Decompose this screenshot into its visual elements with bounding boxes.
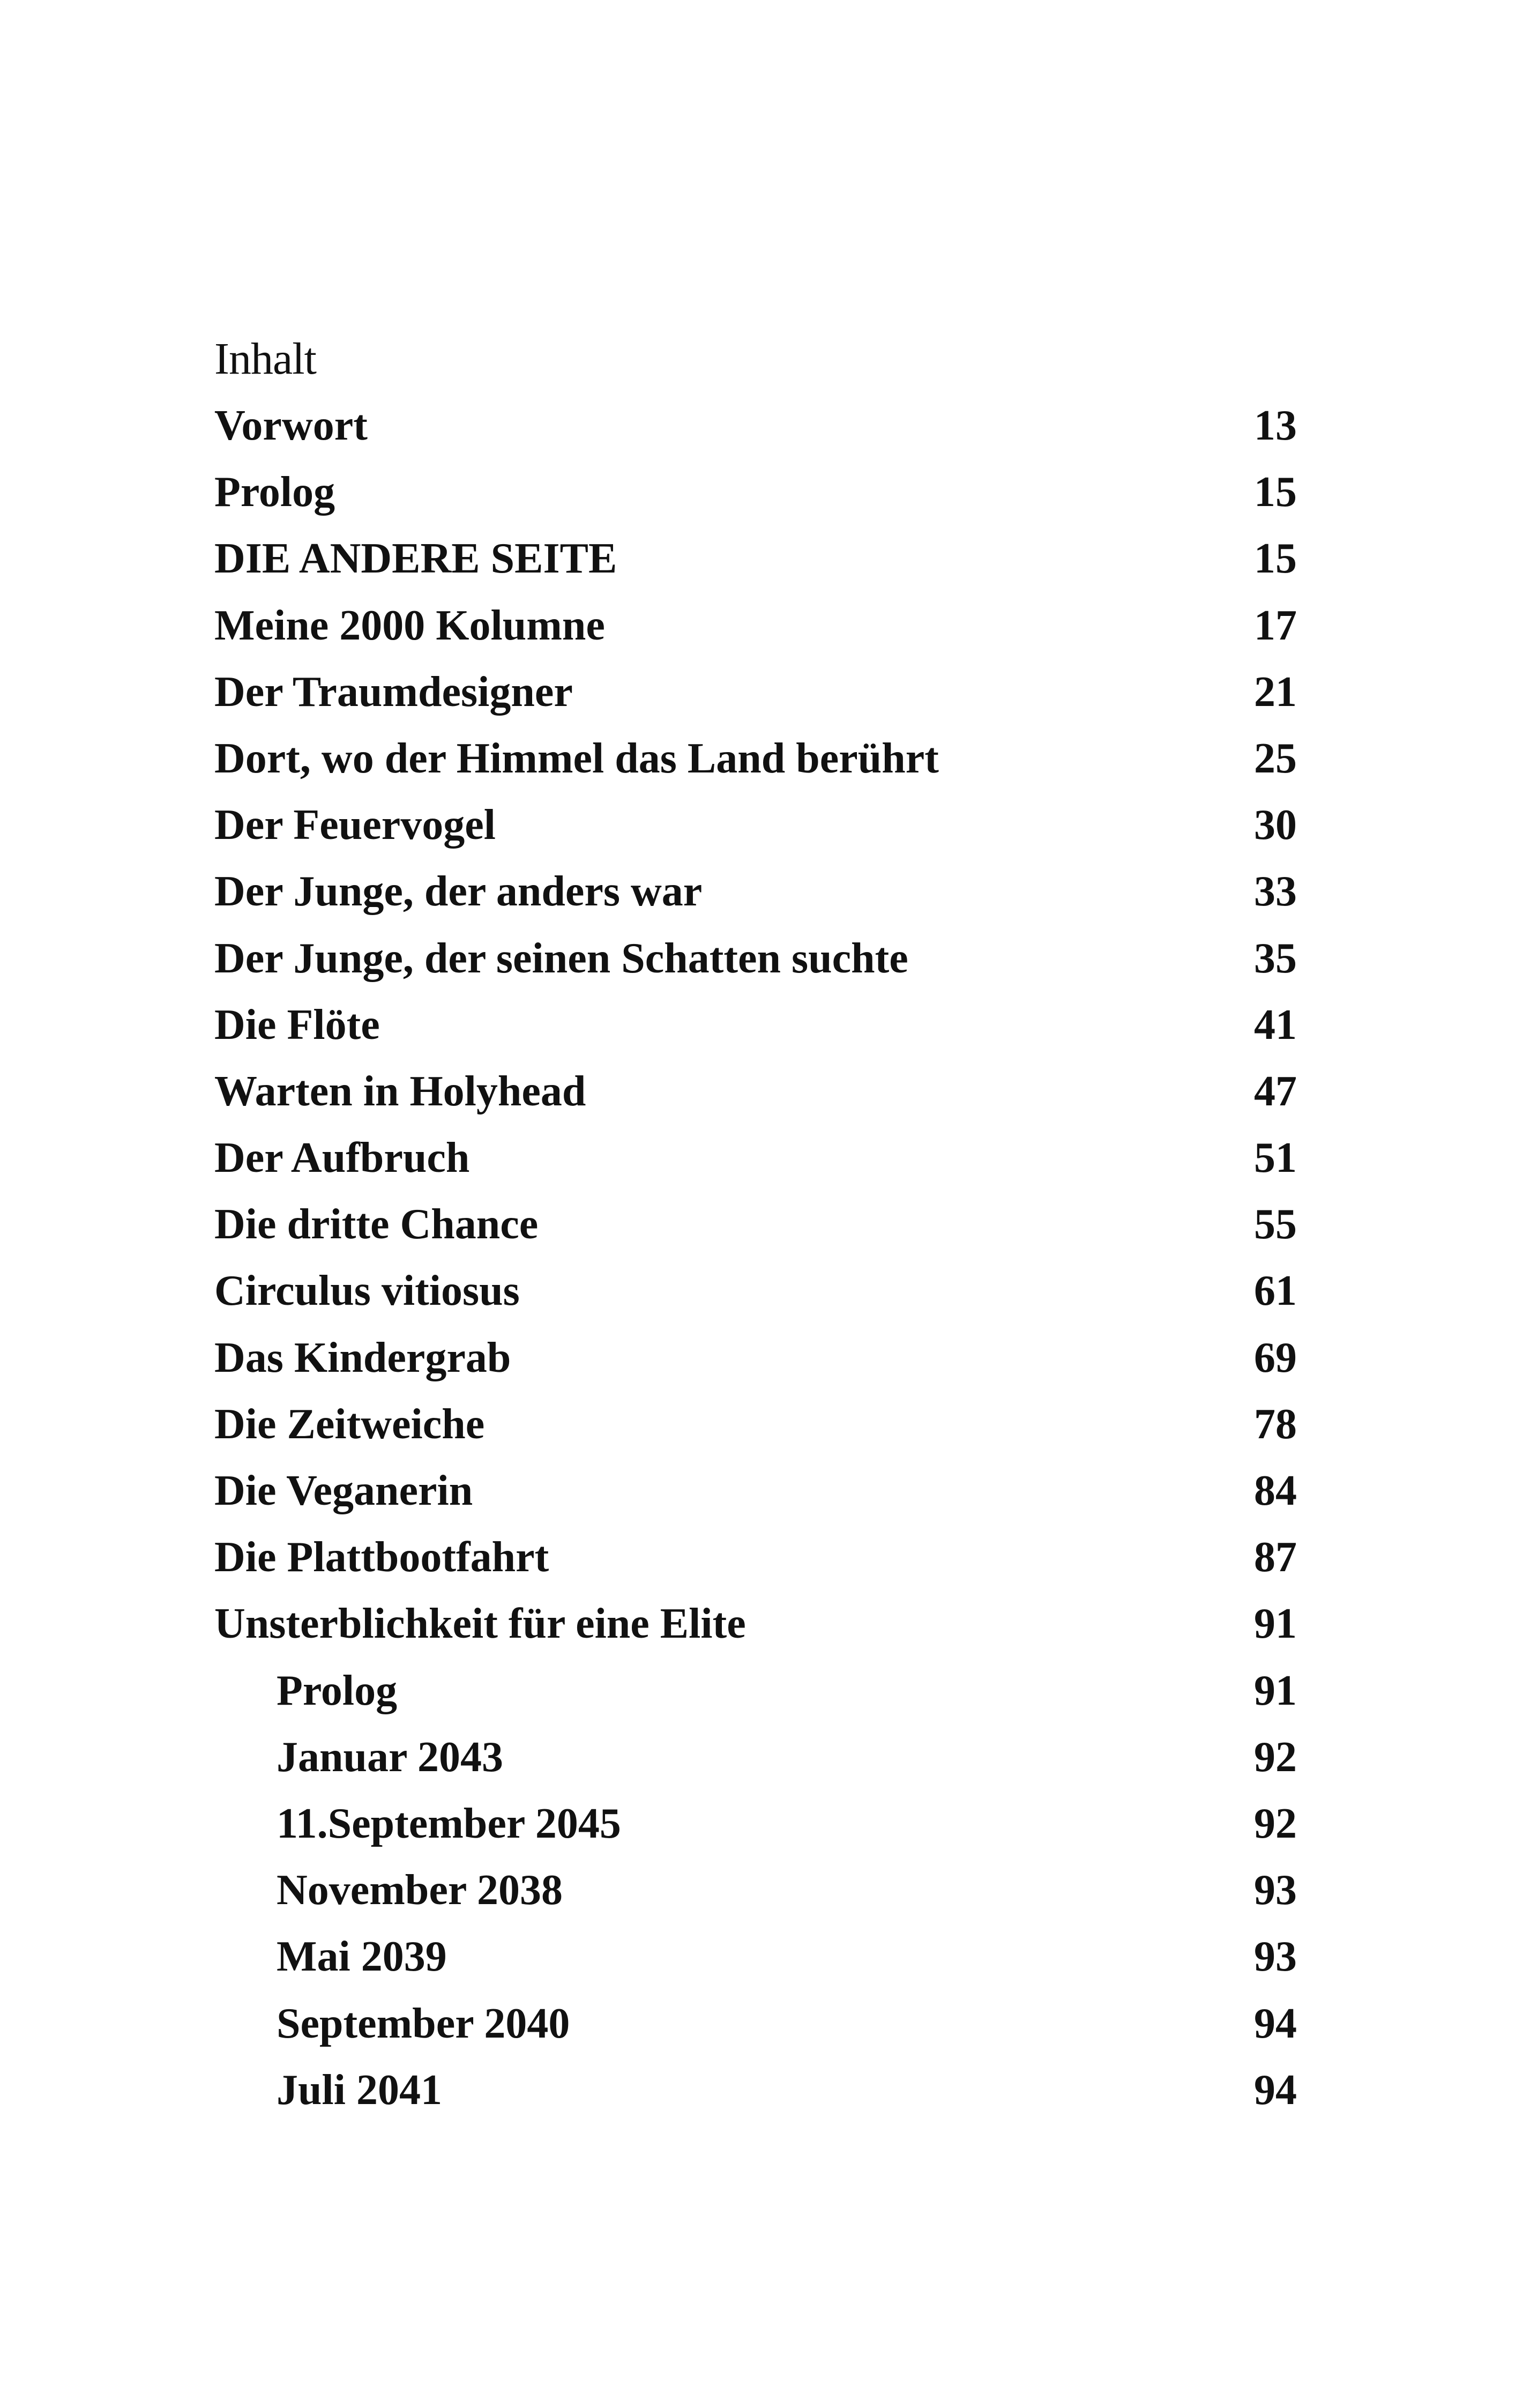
toc-entry-meine-2000-kolumne[interactable]: [214, 592, 1297, 659]
toc-entry-label: Januar 2043: [277, 1733, 504, 1781]
toc-entry-label: Dort, wo der Himmel das Land berührt: [214, 734, 939, 782]
toc-entry-page-number: 15: [1254, 469, 1297, 516]
toc-entry-label: Das Kindergrab: [214, 1334, 511, 1381]
toc-entry-page-number: 93: [1254, 1933, 1297, 1981]
toc-entry-die-plattbootfahrt[interactable]: [214, 1524, 1297, 1591]
toc-subentry-september-2045[interactable]: [214, 1790, 1297, 1857]
toc-entry-page-number: 94: [1254, 2066, 1297, 2114]
toc-entry-label: November 2038: [277, 1867, 563, 1914]
toc-subentry-juli-2041[interactable]: [214, 2057, 1297, 2123]
toc-entry-page-number: 33: [1254, 868, 1297, 916]
toc-entry-label: Der Junge, der seinen Schatten suchte: [214, 934, 908, 982]
table-of-contents: [214, 326, 1297, 2123]
toc-entry-page-number: 21: [1254, 668, 1297, 716]
toc-entry-label: Die Zeitweiche: [214, 1400, 485, 1448]
toc-entry-page-number: 30: [1254, 801, 1297, 849]
toc-entry-label: Die Plattbootfahrt: [214, 1534, 549, 1581]
toc-subentry-november-2038[interactable]: [214, 1857, 1297, 1923]
toc-entry-page-number: 91: [1254, 1600, 1297, 1648]
toc-entry-label: Circulus vitiosus: [214, 1267, 520, 1315]
toc-entry-page-number: 94: [1254, 2000, 1297, 2047]
toc-subentry-mai-2039[interactable]: [214, 1923, 1297, 1990]
toc-entry-page-number: 55: [1254, 1201, 1297, 1248]
toc-entry-label: Juli 2041: [277, 2066, 442, 2114]
toc-entry-page-number: 47: [1254, 1067, 1297, 1115]
toc-subentry-september-2040[interactable]: [214, 1990, 1297, 2057]
toc-entry-page-number: 93: [1254, 1867, 1297, 1914]
toc-subentry-januar-2043[interactable]: [214, 1724, 1297, 1790]
toc-entry-page-number: 84: [1254, 1467, 1297, 1514]
toc-entry-label: Unsterblichkeit für eine Elite: [214, 1600, 746, 1648]
toc-entry-page-number: 92: [1254, 1733, 1297, 1781]
toc-entry-page-number: 35: [1254, 934, 1297, 982]
toc-entry-warten-in-holyhead[interactable]: [214, 1058, 1297, 1125]
toc-entry-die-veganerin[interactable]: [214, 1458, 1297, 1524]
toc-entry-page-number: 87: [1254, 1534, 1297, 1581]
toc-entry-label: Prolog: [214, 469, 335, 516]
toc-entry-page-number: 91: [1254, 1667, 1297, 1714]
toc-entry-die-zeitweiche[interactable]: [214, 1391, 1297, 1458]
toc-entry-label: Die Flöte: [214, 1001, 380, 1049]
toc-entry-der-traumdesigner[interactable]: [214, 659, 1297, 725]
toc-entry-label: Der Traumdesigner: [214, 668, 573, 716]
toc-entry-page-number: 17: [1254, 601, 1297, 649]
toc-entry-die-andere-seite[interactable]: [214, 525, 1297, 592]
toc-entry-page-number: 13: [1254, 402, 1297, 449]
toc-entry-label: Warten in Holyhead: [214, 1067, 586, 1115]
toc-entry-vorwort[interactable]: [214, 392, 1297, 459]
toc-entry-label: Mai 2039: [277, 1933, 447, 1981]
toc-entry-der-aufbruch[interactable]: [214, 1125, 1297, 1191]
toc-entry-circulus-vitiosus[interactable]: [214, 1258, 1297, 1324]
toc-entry-label: DIE ANDERE SEITE: [214, 535, 617, 583]
toc-entry-die-dritte-chance[interactable]: [214, 1191, 1297, 1258]
toc-entry-page-number: 51: [1254, 1134, 1297, 1182]
toc-entry-label: 11.September 2045: [277, 1800, 621, 1847]
toc-entry-label: Der Junge, der anders war: [214, 868, 703, 916]
toc-entry-die-floete[interactable]: [214, 992, 1297, 1058]
toc-entry-der-feuervogel[interactable]: [214, 792, 1297, 858]
toc-entry-label: Die dritte Chance: [214, 1201, 539, 1248]
toc-entry-label: September 2040: [277, 2000, 570, 2047]
toc-entry-label: Die Veganerin: [214, 1467, 473, 1514]
toc-entry-der-junge-der-anders-war[interactable]: [214, 858, 1297, 925]
toc-entry-page-number: 25: [1254, 734, 1297, 782]
toc-entry-label: Meine 2000 Kolumne: [214, 601, 605, 649]
toc-entry-prolog[interactable]: [214, 459, 1297, 525]
toc-entry-unsterblichkeit[interactable]: [214, 1591, 1297, 1657]
toc-title: Inhalt: [214, 334, 316, 384]
toc-entry-der-junge-schatten[interactable]: [214, 925, 1297, 992]
toc-subentry-prolog[interactable]: [214, 1658, 1297, 1724]
toc-entry-page-number: 61: [1254, 1267, 1297, 1315]
toc-entry-page-number: 78: [1254, 1400, 1297, 1448]
toc-entry-dort-wo-der-himmel[interactable]: [214, 725, 1297, 792]
toc-list: [214, 392, 1297, 2123]
toc-entry-page-number: 69: [1254, 1334, 1297, 1381]
toc-entry-label: Prolog: [277, 1667, 398, 1714]
toc-entry-label: Der Feuervogel: [214, 801, 496, 849]
toc-entry-page-number: 15: [1254, 535, 1297, 583]
toc-entry-label: Vorwort: [214, 402, 368, 449]
toc-entry-page-number: 41: [1254, 1001, 1297, 1049]
toc-entry-das-kindergrab[interactable]: [214, 1325, 1297, 1391]
toc-entry-label: Der Aufbruch: [214, 1134, 470, 1182]
toc-entry-page-number: 92: [1254, 1800, 1297, 1847]
